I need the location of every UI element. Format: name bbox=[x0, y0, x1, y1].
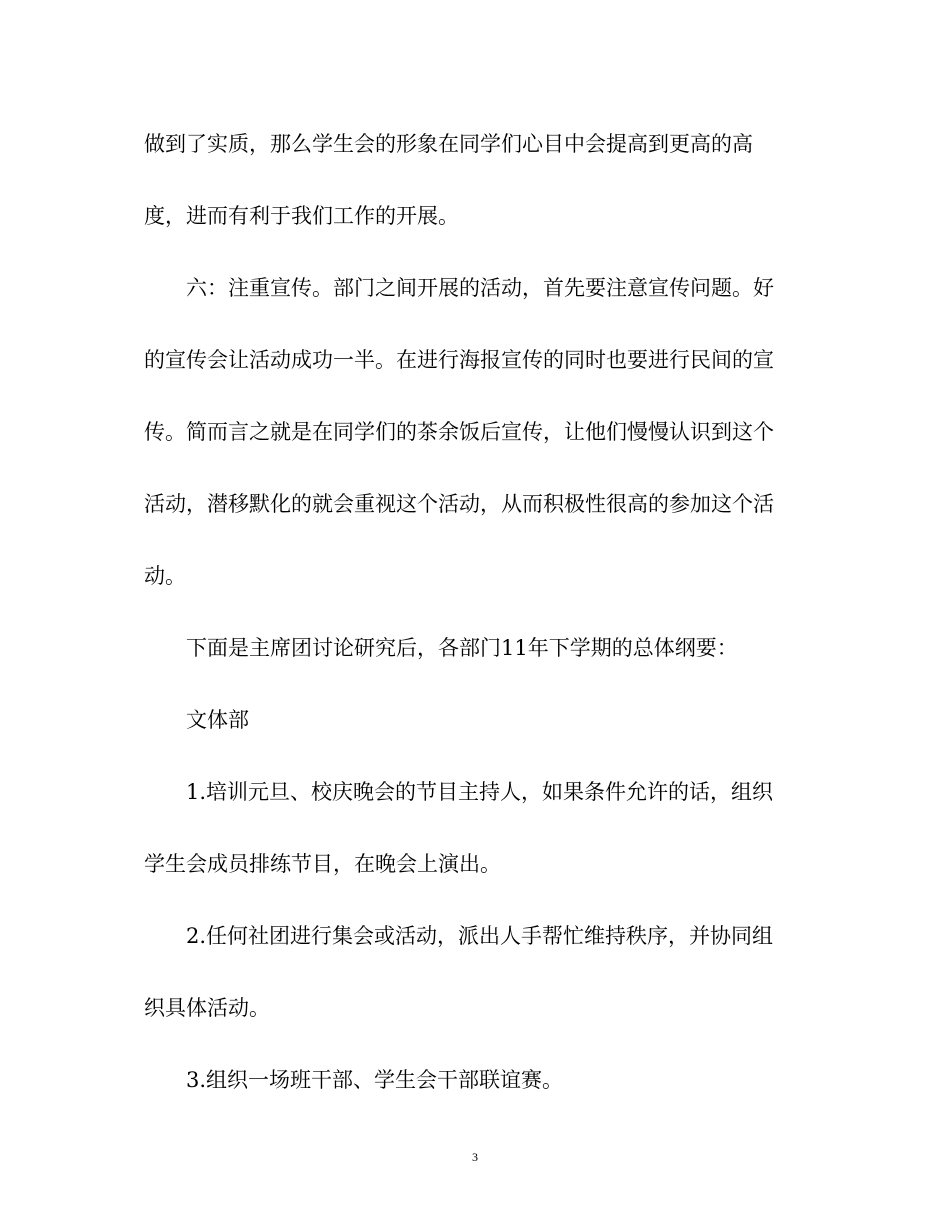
text-line: 织具体活动。 bbox=[144, 996, 270, 1020]
text-line: 的宣传会让活动成功一半。在进行海报宣传的同时也要进行民间的宣 bbox=[144, 348, 774, 372]
paragraph-heading-six: 六：注重宣传。部门之间开展的活动，首先要注意宣传问题。好 bbox=[186, 276, 774, 300]
list-item: 1.培训元旦、校庆晚会的节目主持人，如果条件允许的话，组织 bbox=[186, 780, 774, 804]
section-heading: 文体部 bbox=[186, 708, 249, 732]
text-line: 度，进而有利于我们工作的开展。 bbox=[144, 204, 459, 228]
text-line: 活动，潜移默化的就会重视这个活动，从而积极性很高的参加这个活 bbox=[144, 492, 774, 516]
list-item: 3.组织一场班干部、学生会干部联谊赛。 bbox=[186, 1068, 564, 1092]
text-line: 学生会成员排练节目，在晚会上演出。 bbox=[144, 852, 501, 876]
text-line: 动。 bbox=[144, 564, 186, 588]
list-item: 2.任何社团进行集会或活动，派出人手帮忙维持秩序，并协同组 bbox=[186, 924, 774, 948]
text-line: 做到了实质，那么学生会的形象在同学们心目中会提高到更高的高 bbox=[144, 132, 753, 156]
text-line: 下面是主席团讨论研究后，各部门11年下学期的总体纲要： bbox=[186, 636, 738, 660]
text-line: 传。简而言之就是在同学们的茶余饭后宣传，让他们慢慢认识到这个 bbox=[144, 420, 774, 444]
page-number: 3 bbox=[472, 1150, 478, 1164]
